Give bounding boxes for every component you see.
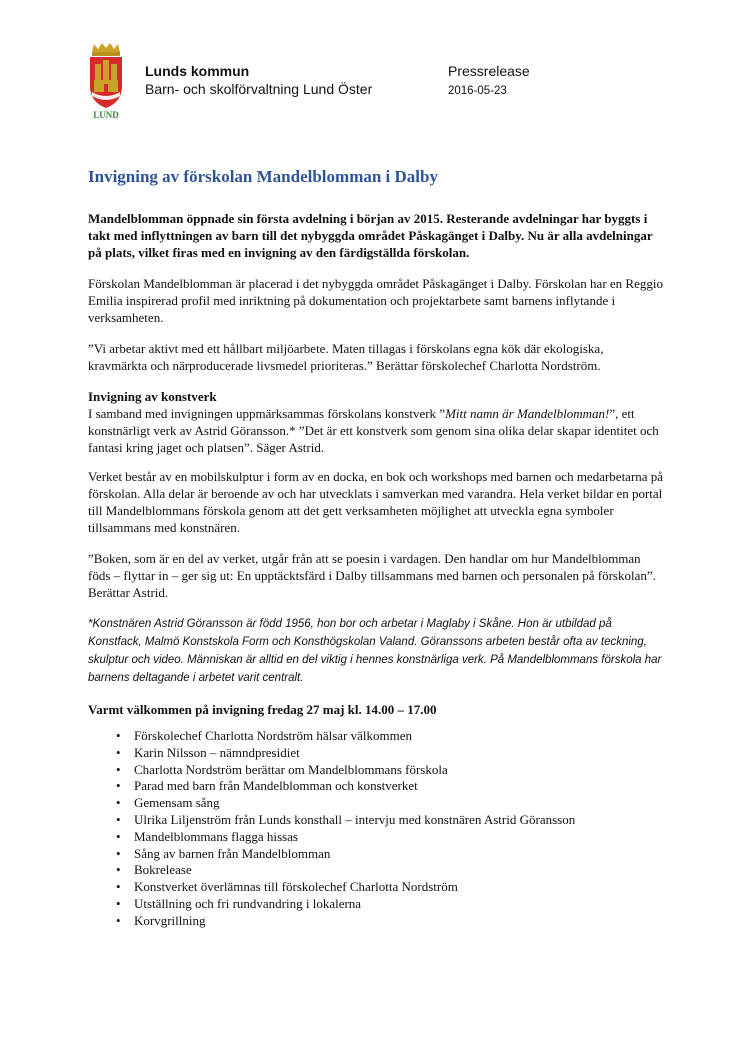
paragraph-book-quote: ”Boken, som är en del av verket, utgår från att se poesin i vardagen. Den handlar om hur Mandelblomman föds – flyttar in – ger sig ut: En upptäcktsfärd i Dalby tillsammans med barnen och personalen på förskolan”. Berättar Astrid. <box>88 551 656 600</box>
paragraph-profile: Förskolan Mandelblomman är placerad i det nybyggda området Påskagänget i Dalby. Förskolan har en Reggio Emilia inspirerad profil med inriktning på dokumentation och projektarbete samt barnens inflytande i verksamheten. <box>88 276 663 325</box>
list-item: • Parad med barn från Mandelblomman och konstverket <box>134 778 664 795</box>
list-item: • Bokrelease <box>134 862 664 879</box>
organization-block <box>145 62 372 98</box>
list-item: • Sång av barnen från Mandelblomman <box>134 846 664 863</box>
list-item: • Korvgrillning <box>134 913 664 930</box>
list-item: • Ulrika Liljenström från Lunds konsthall – intervju med konstnären Astrid Göransson <box>134 812 664 829</box>
list-item: • Förskolechef Charlotta Nordström hälsar välkommen <box>134 728 664 745</box>
list-item: • Konstverket överlämnas till förskolechef Charlotta Nordström <box>134 879 664 896</box>
lund-coat-of-arms-logo <box>86 42 126 120</box>
artwork-name: Mitt namn är Mandelblomman! <box>445 406 610 421</box>
release-date: 2016-05-23 <box>448 85 507 97</box>
list-item: • Mandelblommans flagga hissas <box>134 829 664 846</box>
list-item: • Utställning och fri rundvandring i lokalerna <box>134 896 664 913</box>
art-intro-start: I samband med invigningen uppmärksammas förskolans konstverk ” <box>88 406 446 421</box>
art-section-heading: Invigning av konstverk <box>88 389 217 404</box>
program-list <box>88 728 664 930</box>
paragraph-art-intro <box>88 405 664 456</box>
org-name: Lunds kommun <box>145 63 250 79</box>
department-name: Barn- och skolförvaltning Lund Öster <box>145 81 373 97</box>
art-intro-end: ”, ett konstnärligt verk av Astrid Göransson.* ”Det är ett konstverk som genom sina olika delar skapar identitet och fantasi kring jaget och platsen”. Säger Astrid. <box>88 406 659 455</box>
press-info <box>448 62 530 100</box>
article-body <box>88 166 664 930</box>
article-title: Invigning av förskolan Mandelblomman i Dalby <box>88 167 438 186</box>
lead-paragraph: Mandelblomman öppnade sin första avdelning i början av 2015. Resterande avdelningar har byggts i takt med inflyttningen av barn till det nybyggda området Påskagänget i Dalby. Nu är alla avdelningar på plats, vilket firas med en invigning av den färdigställda förskolan. <box>88 211 653 260</box>
logo-text: LUND <box>93 110 119 120</box>
artist-footnote: *Konstnären Astrid Göransson är född 1956, hon bor och arbetar i Maglaby i Skåne. Hon är utbildad på Konstfack, Malmö Konstskola Form och Konsthögskolan Valand. Göranssons arbeten består ofta av teckning, skulptur och video. Människan är alltid en del viktig i hennes konstnärliga verk. På Mandelblommans förskola har barnens deltagande i arbetet varit centralt. <box>88 618 662 684</box>
list-item: • Karin Nilsson – nämndpresidiet <box>134 745 664 762</box>
paragraph-artwork-parts: Verket består av en mobilskulptur i form av en docka, en bok och workshops med barnen och medarbetarna på förskolan. Alla delar är beroende av och har utvecklats i samverkan med varandra. Hela verket bildar en portal till Mandelblommans förskola genom att det gett verksamheten möjlighet att utveckla egna symboler tillsammans med konstnären. <box>88 469 664 535</box>
paragraph-quote-environment: ”Vi arbetar aktivt med ett hållbart miljöarbete. Maten tillagas i förskolans egna kök där ekologiska, kravmärkta och närproducerade livsmedel prioriteras.” Berättar förskolechef Charlotta Nordström. <box>88 341 604 373</box>
doc-type-label: Pressrelease <box>448 63 530 79</box>
list-item: • Gemensam sång <box>134 795 664 812</box>
list-item: • Charlotta Nordström berättar om Mandelblommans förskola <box>134 762 664 779</box>
welcome-heading: Varmt välkommen på invigning fredag 27 maj kl. 14.00 – 17.00 <box>88 702 437 717</box>
